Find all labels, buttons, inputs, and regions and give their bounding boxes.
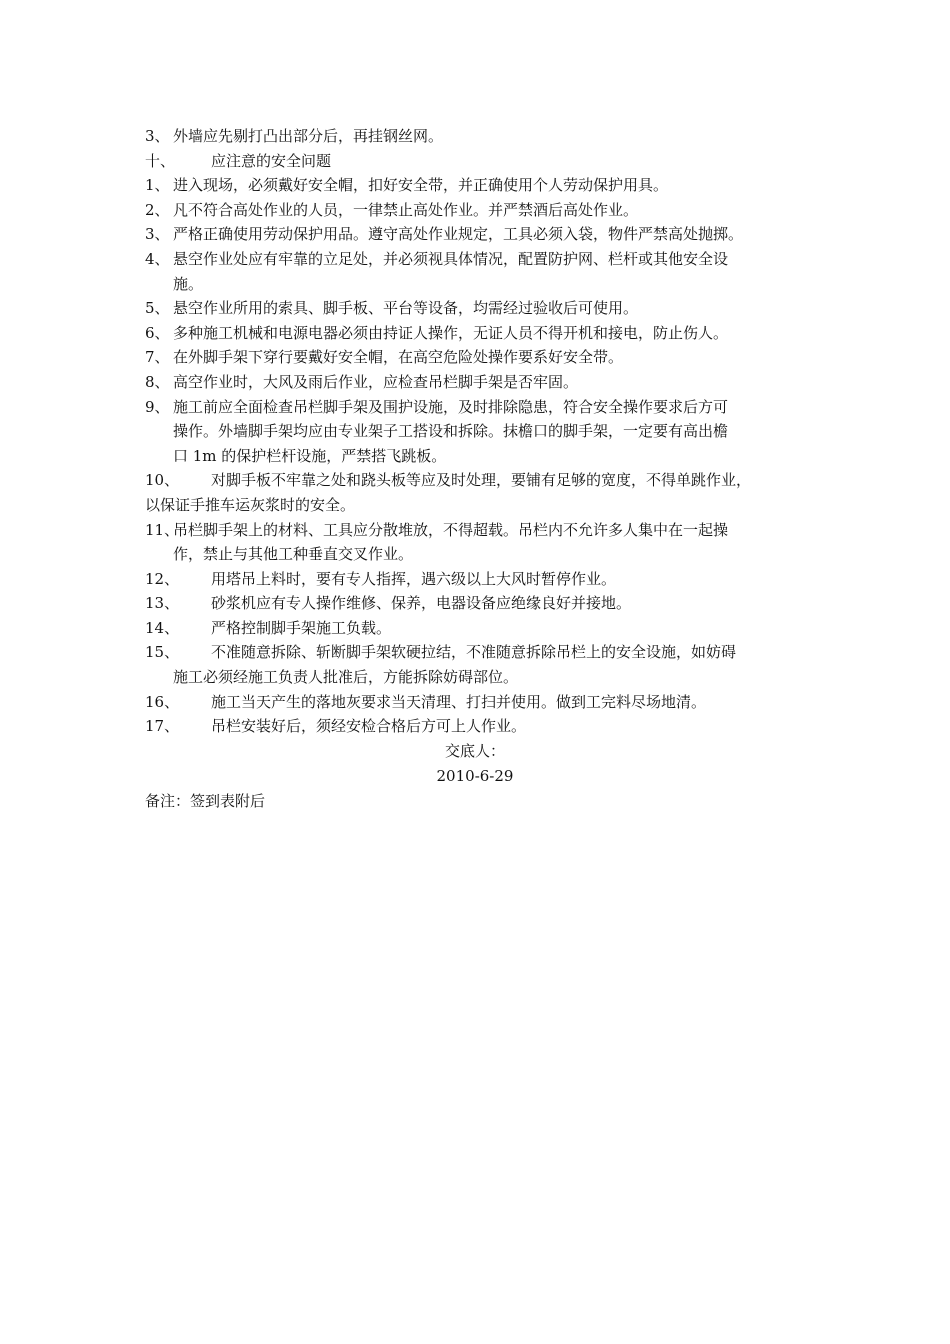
list-item-line — [145, 395, 825, 420]
list-item-line — [145, 149, 825, 174]
list-item — [145, 247, 825, 296]
list-item-line — [145, 247, 825, 272]
list-item-number: 5、 — [145, 299, 170, 318]
list-item-text: 进入现场，必须戴好安全帽，扣好安全带，并正确使用个人劳动保护用具。 — [173, 176, 669, 195]
indent-spacer — [145, 272, 173, 297]
list-item-text: 外墙应先剔打凸出部分后，再挂钢丝网。 — [173, 127, 444, 145]
list-item-number: 11、 — [145, 520, 180, 539]
list-item-number: 3、 — [145, 127, 170, 145]
list-item-number: 4、 — [145, 249, 170, 268]
list-item-number: 7、 — [145, 348, 170, 367]
list-item-text: 用塔吊上料时，要有专人指挥，遇六级以上大风时暂停作业。 — [211, 569, 617, 588]
list-item-line — [145, 518, 825, 543]
list-item-number: 1、 — [145, 176, 170, 195]
list-item — [145, 395, 825, 469]
list-item — [145, 616, 825, 641]
list-item-text: 口 1m 的保护栏杆设施，严禁搭飞跳板。 — [173, 446, 447, 465]
indent-spacer — [145, 665, 173, 690]
list-item-text: 以保证手推车运灰浆时的安全。 — [145, 495, 356, 514]
document-body — [145, 124, 825, 814]
list-item-number: 14、 — [145, 618, 180, 637]
list-item-text: 施工前应全面检查吊栏脚手架及围护设施，及时排除隐患，符合安全操作要求后方可 — [173, 397, 729, 416]
list-item — [145, 518, 825, 567]
list-item-line — [145, 567, 825, 592]
list-item-text: 高空作业时，大风及雨后作业，应检查吊栏脚手架是否牢固。 — [173, 372, 579, 391]
list-item-line — [145, 173, 825, 198]
list-item-line — [145, 198, 825, 223]
list-item-line — [145, 714, 825, 739]
list-item-text: 施工当天产生的落地灰要求当天清理、打扫并使用。做到工完料尽场地清。 — [211, 692, 707, 711]
list-item-continuation — [145, 419, 825, 444]
list-item-number: 13、 — [145, 594, 180, 613]
list-item-line — [145, 345, 825, 370]
indent-spacer — [145, 542, 173, 567]
list-item — [145, 714, 825, 739]
list-item-text: 悬空作业处应有牢靠的立足处，并必须视具体情况，配置防护网、栏杆或其他安全设 — [173, 249, 729, 268]
indent-spacer — [145, 419, 173, 444]
list-item-text: 施工必须经施工负责人批准后，方能拆除妨碍部位。 — [173, 668, 519, 687]
list-item-text: 凡不符合高处作业的人员，一律禁止高处作业。并严禁酒后高处作业。 — [173, 200, 639, 219]
list-item-line — [145, 124, 825, 149]
list-item-line — [145, 640, 825, 665]
list-item-number: 8、 — [145, 372, 170, 391]
list-item-text: 严格正确使用劳动保护用品。遵守高处作业规定，工具必须入袋，物件严禁高处抛掷。 — [173, 225, 744, 244]
list-item — [145, 321, 825, 346]
list-item-line — [145, 222, 825, 247]
list-item-text: 严格控制脚手架施工负载。 — [211, 618, 392, 637]
list-item-continuation — [145, 665, 825, 690]
list-item-line — [145, 690, 825, 715]
document-date: 2010-6-29 — [436, 767, 514, 786]
list-item — [145, 370, 825, 395]
list-item — [145, 149, 825, 174]
list-item-number: 9、 — [145, 397, 170, 416]
list-item — [145, 296, 825, 321]
list-item-text: 吊栏安装好后，须经安检合格后方可上人作业。 — [211, 717, 527, 736]
indent-spacer — [145, 444, 173, 469]
list-item-text: 砂浆机应有专人操作维修、保养，电器设备应绝缘良好并接地。 — [211, 594, 632, 613]
list-item-line — [145, 370, 825, 395]
list-item — [145, 124, 825, 149]
list-item — [145, 567, 825, 592]
list-item-text: 吊栏脚手架上的材料、工具应分散堆放，不得超载。吊栏内不允许多人集中在一起操 — [173, 520, 729, 539]
list-item-line — [145, 616, 825, 641]
list-item-number: 17、 — [145, 717, 180, 736]
list-item-line — [145, 296, 825, 321]
list-item-text: 作，禁止与其他工种垂直交叉作业。 — [173, 545, 414, 564]
list-item-continuation — [145, 272, 825, 297]
list-item — [145, 173, 825, 198]
remark-note: 备注：签到表附后 — [145, 792, 266, 811]
list-item-text: 操作。外墙脚手架均应由专业架子工搭设和拆除。抹檐口的脚手架，一定要有高出檐 — [173, 422, 729, 441]
list-item — [145, 591, 825, 616]
list-item-line — [145, 591, 825, 616]
list-item-text: 多种施工机械和电源电器必须由持证人操作，无证人员不得开机和接电，防止伤人。 — [173, 323, 729, 342]
list-item-number: 12、 — [145, 569, 180, 588]
list-item-number: 3、 — [145, 225, 170, 244]
list-item — [145, 468, 825, 517]
list-item — [145, 640, 825, 689]
list-item-text: 应注意的安全问题 — [211, 151, 332, 170]
list-item-text: 悬空作业所用的索具、脚手板、平台等设备，均需经过验收后可使用。 — [173, 299, 639, 318]
list-item-number: 6、 — [145, 323, 170, 342]
list-item — [145, 222, 825, 247]
list-item-line — [145, 321, 825, 346]
list-item — [145, 198, 825, 223]
list-item-continuation — [145, 542, 825, 567]
list-item-text: 施。 — [173, 274, 204, 293]
list-item-continuation — [145, 493, 825, 518]
signer-label: 交底人： — [444, 741, 505, 760]
list-item-number: 16、 — [145, 692, 180, 711]
list-item-number: 10、 — [145, 471, 180, 490]
list-item-text: 对脚手板不牢靠之处和跷头板等应及时处理，要铺有足够的宽度，不得单跳作业， — [211, 471, 752, 490]
list-item-continuation — [145, 444, 825, 469]
list-item-number: 15、 — [145, 643, 180, 662]
list-item-text: 不准随意拆除、斩断脚手架软硬拉结，不准随意拆除吊栏上的安全设施，如妨碍 — [211, 643, 737, 662]
list-item-number: 十、 — [145, 151, 176, 170]
list-item — [145, 690, 825, 715]
list-item — [145, 345, 825, 370]
list-item-line — [145, 468, 825, 493]
list-item-text: 在外脚手架下穿行要戴好安全帽，在高空危险处操作要系好安全带。 — [173, 348, 624, 367]
list-item-number: 2、 — [145, 200, 170, 219]
